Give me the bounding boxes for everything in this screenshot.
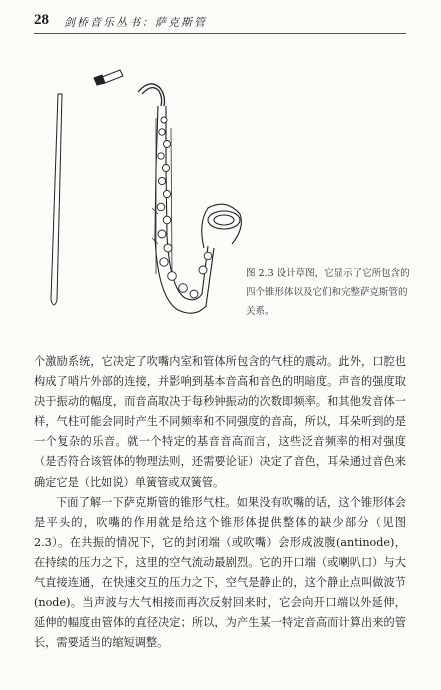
header-rule [34,33,406,34]
body-sketch [155,106,241,313]
key-sketch [157,117,212,298]
page-number: 28 [34,12,49,28]
paragraph-1: 个激励系统，它决定了吹嘴内室和管体所包含的气柱的震动。此外，口腔也构成了哨片外部的连接，并影响到基本音高和音色的明暗度。声音的强度取决于振动的幅度，而音高取决于每秒钟振动的次数即频率。和其他发音体一样，气柱可能会同时产生不同频率和不同强度的音高，所以，耳朵听到的是一个复杂的乐音。就一个特定的基音音高而言，这些泛音频率的相对强度（是否符合该管体的物理法则，还需要论证）决定了音色，耳朵通过音色来确定它是（比如说）单簧管或双簧管。 [34,355,406,489]
cone-sketch [51,94,62,305]
paragraph-2: 下面了解一下萨克斯管的锥形气柱。如果没有吹嘴的话，这个锥形体会是平头的，吹嘴的作用就是给这个锥形体提供整体的缺少部分（见图 2.3）。在共振的情况下，它的封闭端（或吹嘴）会形成波腹(antinode)，在持续的压力之下，这里的空气流动最剧烈。它的开口端（或喇叭口）与大气直接连通，在快速交互的压力之下，空气是静止的，这个静止点叫做波节(node)。当声波与大气相接而再次反射回来时，它会向开口端以外延伸，延伸的幅度由管体的直径决定；所以，为产生某一特定音高而计算出来的管长，需要适当的缩短调整。 [34,495,406,650]
page-header [34,12,414,32]
neck-sketch [138,84,165,106]
figure-caption: 图 2.3 设计草图，它显示了它所包含的四个锥形体以及它们和完整萨克斯管的关系。 [246,268,410,317]
running-head: 剑桥音乐丛书：萨克斯管 [64,16,207,29]
mouthpiece-sketch [94,70,123,85]
body-text [34,352,406,653]
